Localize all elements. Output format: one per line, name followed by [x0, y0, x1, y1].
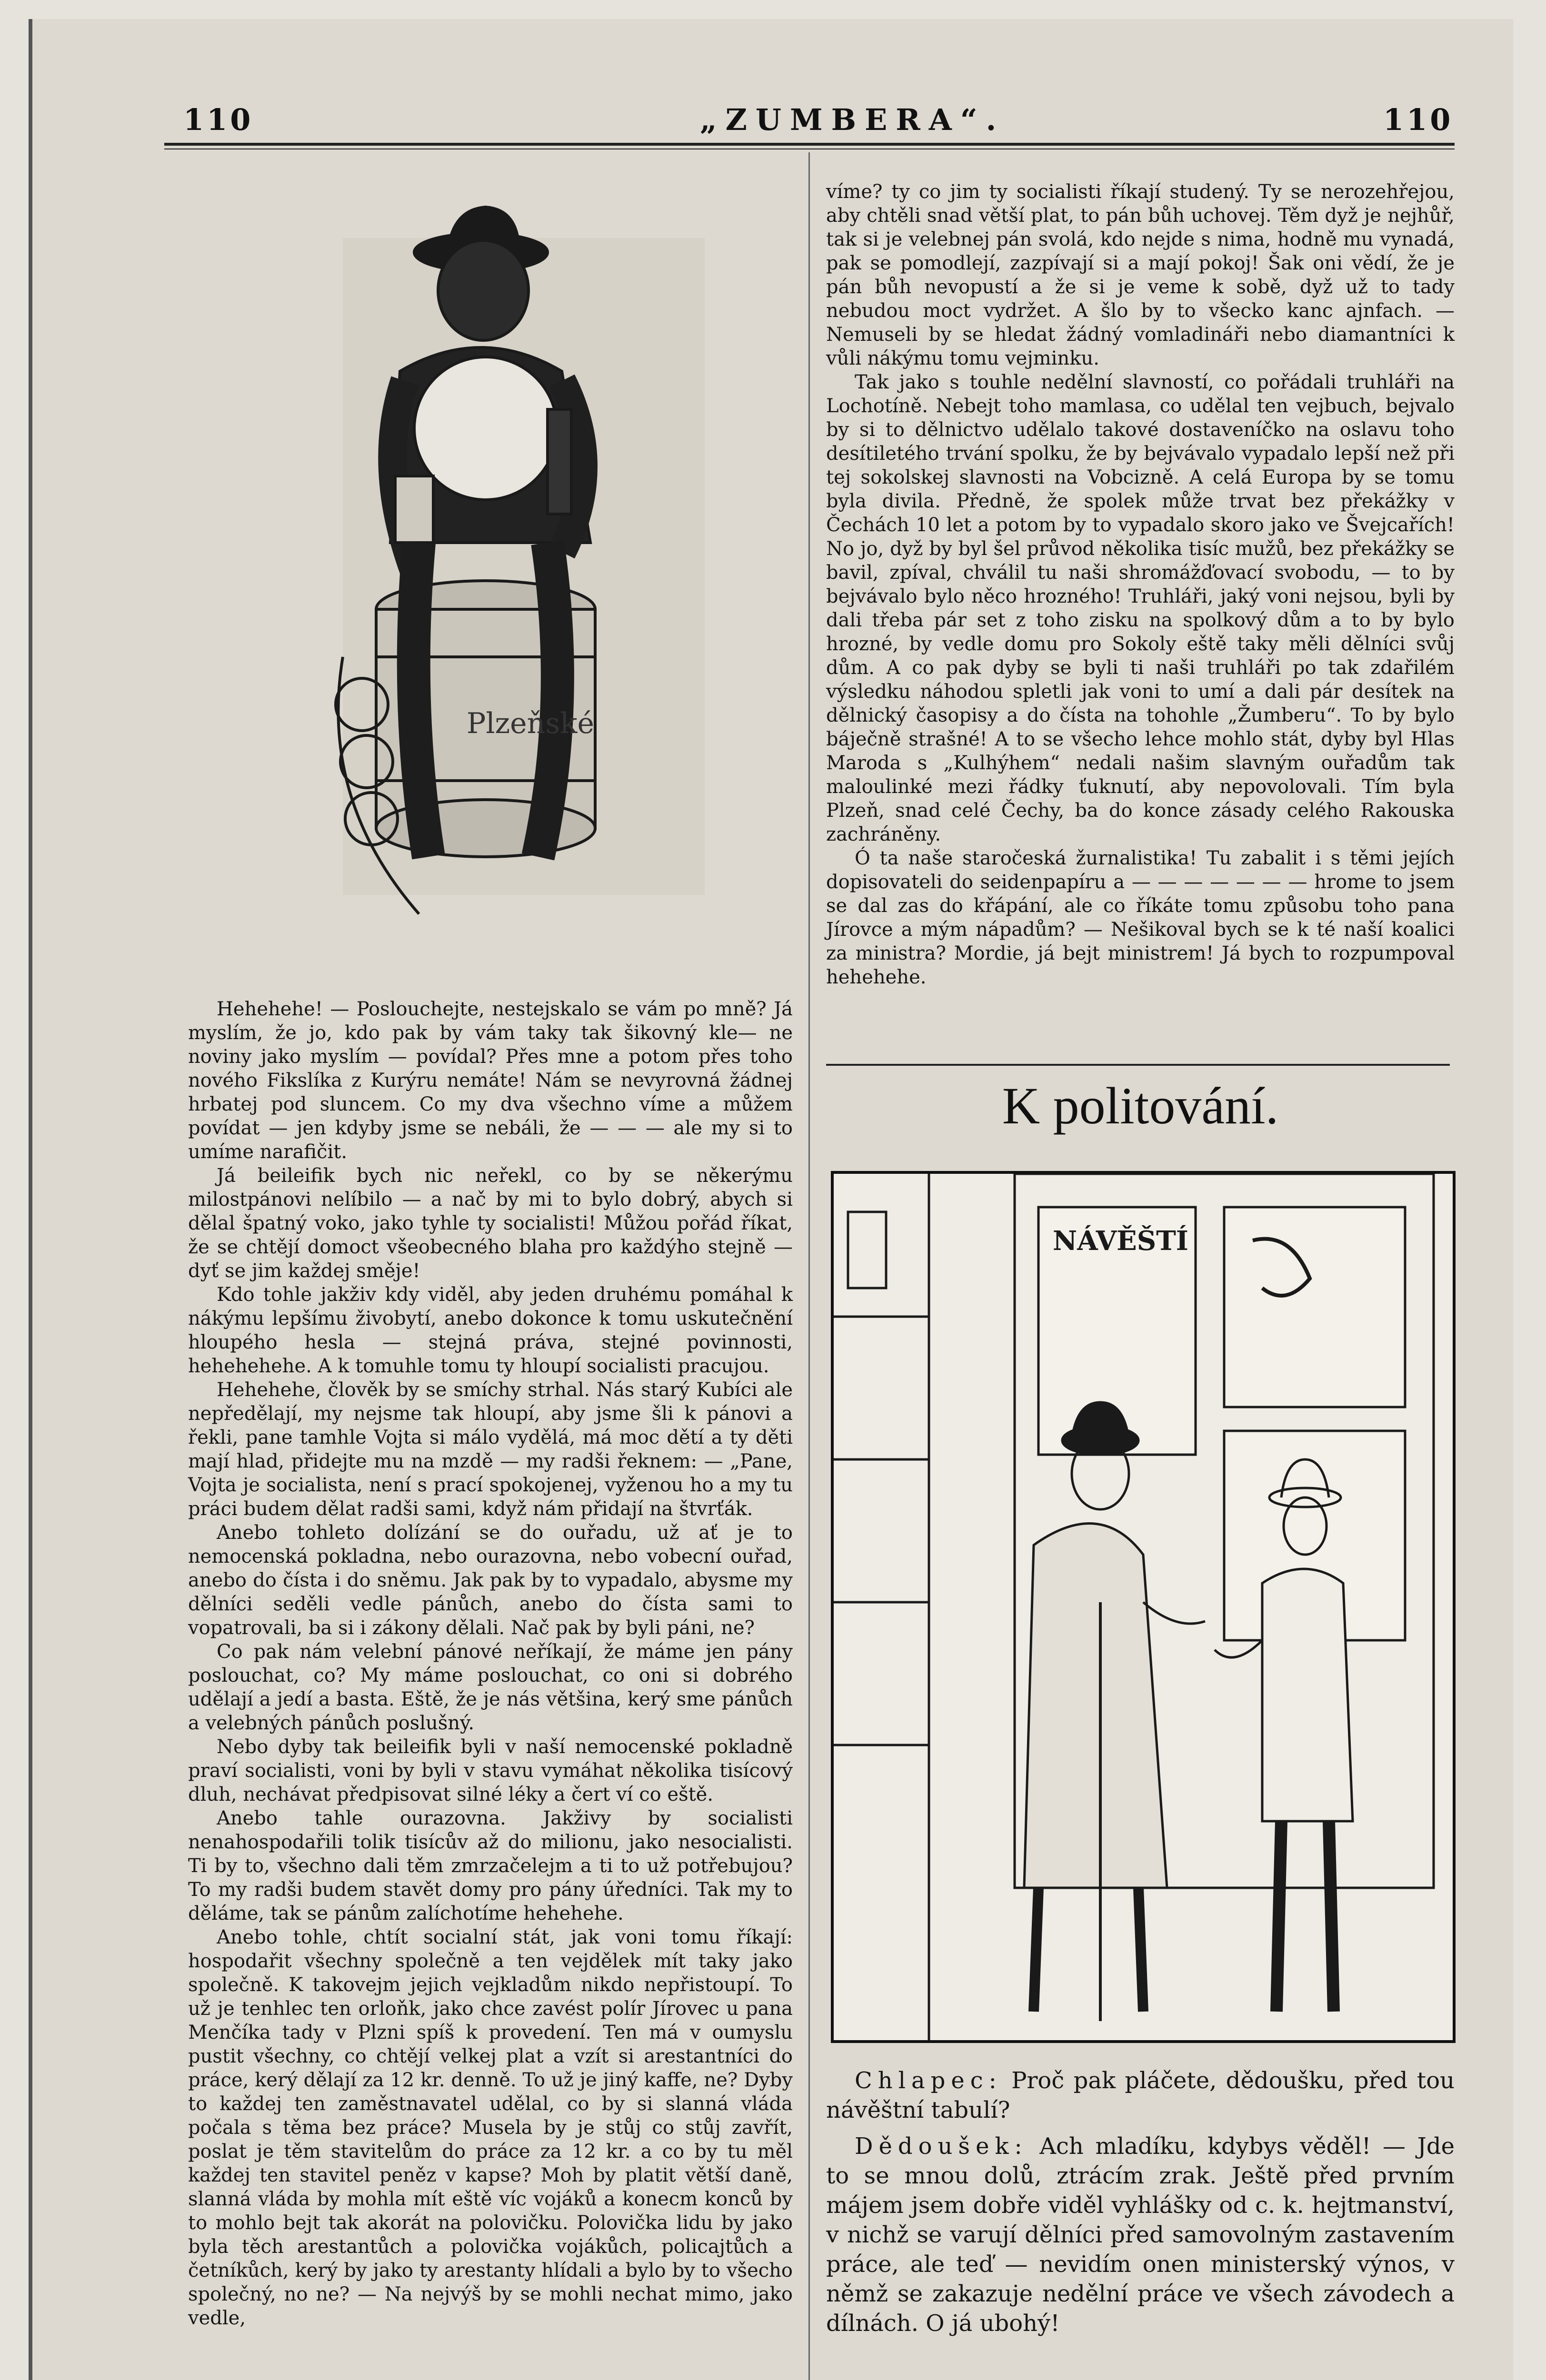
header-rule — [164, 143, 1455, 146]
man-with-beer-on-barrel-illustration — [324, 181, 714, 952]
paragraph: Kdo tohle jakživ kdy viděl, aby jeden druhému pomáhal k nákýmu lepšímu živobytí, anebo dokonce k tomu uskutečnění hloupého hesla — stejná práva, stejné povinnosti, hehehehehe. A k tomuhle tomu ty hloupí socialisti pracujou. — [188, 1284, 793, 1377]
speaker: Chlapec: — [855, 2067, 1002, 2094]
section-rule — [826, 1064, 1450, 1066]
column-divider — [808, 152, 810, 2380]
newspaper-title: „ZUMBERA“. — [700, 102, 1005, 137]
old-man-and-boy-at-poster-wall-illustration — [831, 1171, 1456, 2043]
paragraph: Anebo tahle ourazovna. Jakživy by socialisti nenahospodařili tolik tisícův až do milionu, jako nesocialisti. Ti by to, všechno dali těm zmrzačelejm a ti to už potřebujou? To my radši budem stavět domy pro pány úředníci. Tak my to děláme, tak se pánům zalíchotíme hehehehe. — [188, 1807, 793, 1924]
caption-text: Proč pak pláčete, dědoušku, před tou návěštní tabulí? — [826, 2067, 1455, 2123]
paragraph: Hehehehe! — Poslouchejte, nestejskalo se vám po mně? Já myslím, že jo, kdo pak by vám taky tak šikovný kle— ne noviny jako myslím — povídal? Přes mne a potom přes toho nového Fikslíka z Kurýru nemáte! Nám se nevyrovná žádnej hrbatej pod sluncem. Co my dva všechno víme a můžem povídat — jen kdyby jsme se nebáli, že — — — ale my si to umíme narafičit. — [188, 998, 793, 1163]
paragraph: Hehehehe, člověk by se smíchy strhal. Nás starý Kubíci ale nepředělají, my nejsme tak hloupí, aby jsme šli k pánovi a řekli, pane tamhle Vojta si málo vydělá, má moc dětí a ty děti mají hlad, přidejte mu na mzdě — my radši řeknem: — „Pane, Vojta je socialista, není s prací spokojenej, vyženou ho a my tu práci budem dělat radši sami, když nám přidají na štvrťák. — [188, 1379, 793, 1520]
paragraph: Anebo tohleto dolízání se do ouřadu, už ať je to nemocenská pokladna, nebo ourazovna, nebo vobecní ouřad, anebo do čísta i do sněmu. Jak pak by to vypadalo, abysme my dělníci seděli vedle pánůch, anebo do čísta sami to vopatrovali, ba si i zákony dělali. Nač pak by byli páni, ne? — [188, 1522, 793, 1639]
paragraph: Ó ta naše staročeská žurnalistika! Tu zabalit i s těmi jejích dopisovateli do seidenpapíru a — — — — — — — hrome to jsem se dal zas do křápání, ale co říkáte tomu způsobu toho pana Jírovce a mým nápadům? — Nešikoval bych se k té naší koalici za ministra? Mordie, já bejt ministrem! Já bych to rozpumpoval hehehehe. — [826, 847, 1455, 988]
paragraph: Tak jako s touhle nedělní slavností, co pořádali truhláři na Lochotíně. Nebejt toho mamlasa, co udělal ten vejbuch, bejvalo by si to dělnictvo udělalo takové dostaveníčko na oslavu toho desítiletého trvání spolku, že by bejvávalo vypadalo lepší než při tej sokolskej slavnosti na Vobcizně. A celá Europa by se tomu byla divila. Předně, že spolek může trvat bez překážky v Čechách 10 let a potom by to vypadalo skoro jako ve Švejcařích! No jo, dyž by byl šel průvod několika tisíc mužů, bez překážky se bavil, zpíval, chválil tu naši shromážďovací svobodu, — to by bejvávalo bylo něco hrozného! Truhláři, jaký voni nejsou, byli by dali třeba pár set z toho zisku na spolkový dům a to by bylo hrozné, by vedle domu pro Sokoly eště taky měli dělníci svůj dům. A co pak dyby se byli ti naši truhláři po tak zdařilém výsledku náhodou spletli jak voni to umí a dali pár desítek na dělnický časopisy a do čísta na tohohle „Žumberu“. To by bylo báječně strašné! A to se všecho lehce mohlo stát, dyby byl Hlas Maroda s „Kulhýhem“ nedali našim slavným ouřadům tak maloulinké mezi řádky ťuknutí, aby nepovolovali. Tím byla Plzeň, snad celé Čechy, ba do konce zásady celého Rakouska zachráněny. — [826, 371, 1455, 845]
section-title: K politování. — [1002, 1077, 1279, 1135]
paragraph: Já beileifik bych nic neřekl, co by se někerýmu milostpánovi nelíbilo — a nač by mi to bylo dobrý, abych si dělal špatný voko, jako tyhle ty socialisti! Můžou pořád říkat, že se chtějí domoct všeobecného blaha pro každýho stejně — dyť se jim každej směje! — [188, 1165, 793, 1282]
page-number-right: 110 — [1383, 102, 1454, 137]
caption-text: Ach mladíku, kdybys věděl! — Jde to se mnou dolů, ztrácím zrak. Ještě před prvním májem jsem dobře viděl vyhlášky od c. k. hejtmanství, v nichž se varují dělníci před samovolným zastavením práce, ale teď — nevidím onen ministerský výnos, v němž se zakazuje nedělní práce ve všech závodech a dílnách. O já ubohý! — [826, 2133, 1455, 2337]
barrel-label: Plzeňské — [467, 707, 594, 740]
paragraph: Co pak nám velební pánové neříkají, že máme jen pány poslouchat, co? My máme poslouchat, co oni si dobrého udělají a jedí a basta. Eště, že je nás většina, kerý sme pánůch a velebných pánůch poslušný. — [188, 1641, 793, 1734]
paragraph: Nebo dyby tak beileifik byli v naší nemocenské pokladně praví socialisti, voni by byli v stavu vymáhat několika tisícový dluh, nechávat předpisovat silné léky a čert ví co eště. — [188, 1736, 793, 1805]
caption-line — [826, 2132, 1455, 2338]
right-column-text — [826, 180, 1455, 989]
caption-line — [826, 2066, 1455, 2125]
illustration-caption — [826, 2066, 1455, 2345]
speaker: Dědoušek: — [855, 2133, 1028, 2160]
page-number-left: 110 — [183, 102, 254, 137]
paragraph: víme? ty co jim ty socialisti říkají studený. Ty se nerozehřejou, aby chtěli snad větší plat, to pán bůh uchovej. Těm dyž je nejhůř, tak si je velebnej pán svolá, kdo nejde s nima, hodně mu vynadá, pak se pomodlejí, zazpívají si a mají pokoj! Šak oni vědí, že je pán bůh nevopustí a že si je veme k sobě, dyž už to tady nebudou moct vydržet. A šlo by to všecko kanc ajnfach. — Nemuseli by se hledat žádný vomladináři nebo diamantníci k vůli nákýmu tomu vejminku. — [826, 181, 1455, 369]
poster-label: NÁVĚŠTÍ — [1053, 1225, 1189, 1257]
left-column-text — [188, 997, 793, 2330]
paragraph: Anebo tohle, chtít socialní stát, jak voni tomu říkají: hospodařit všechny společně a ten vejdělek mít taky jako společně. K takovejm jejich vejkladům nikdo nepřistoupí. To už je tenhlec ten orloňk, jako chce zavést polír Jírovec u pana Menčíka tady v Plzni spíš k provedení. Ten má v oumyslu pustit všechny, co chtějí velkej plat a vzít si arestantníci do práce, kerý dělají za 12 kr. denně. To už je jiný kaffe, ne? Dyby to každej ten zaměstnavatel udělal, co by si slanná vláda počala s těma bez práce? Musela by je stůj co stůj zavřít, poslat je těm stavitelům do práce za 12 kr. a co by tu měl každej ten stavitel peněz v kapse? Moh by platit větší daně, slanná vláda by mohla mít eště víc vojáků a konecm konců by to mohlo bejt tak akorát na polovičku. Polovička lidu by jako byla těch arestantůch a polovička vojákůch, policajtůch a četníkůch, kerý by jako ty arestanty hlídali a bylo by to všecho společný, no ne? — Na nejvýš by se mohli nechat mimo, jako vedle, — [188, 1926, 793, 2329]
